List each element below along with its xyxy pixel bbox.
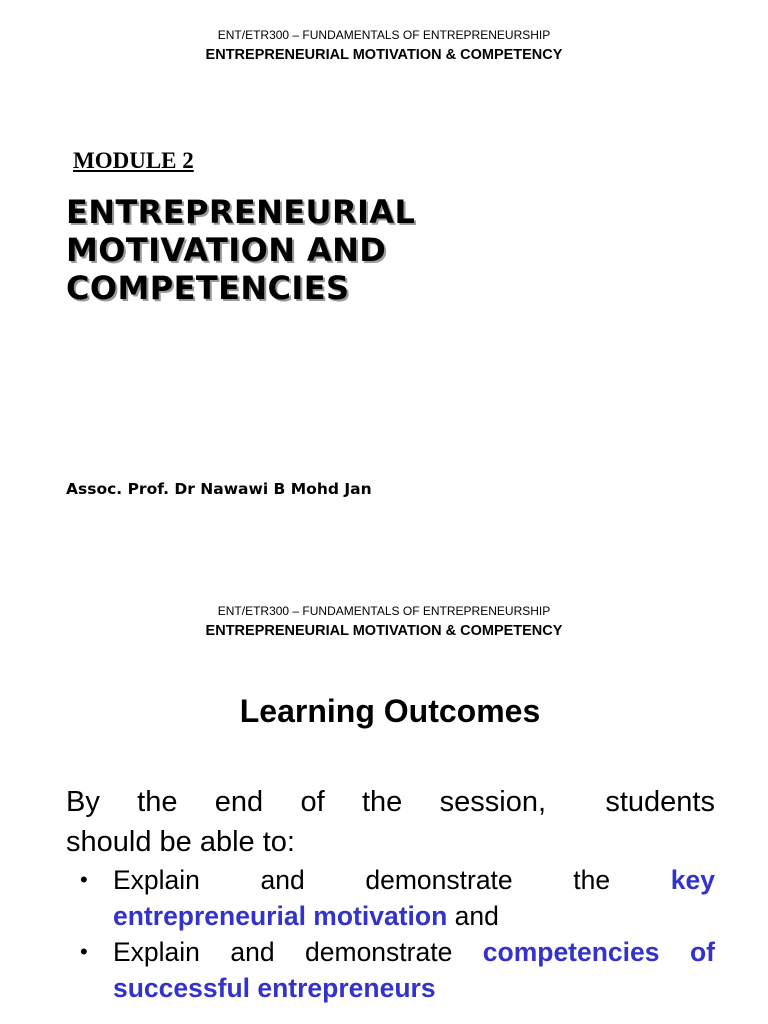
topic-header: ENTREPRENEURIAL MOTIVATION & COMPETENCY: [205, 623, 563, 639]
intro-word: end: [214, 786, 264, 818]
slide-title-line-2: MOTIVATION AND: [66, 231, 387, 269]
module-label: MODULE 2: [73, 148, 194, 173]
slide-title-line-1: ENTREPRENEURIAL: [66, 193, 416, 231]
outcome-item-1: [80, 862, 715, 934]
slide-title-line-3: COMPETENCIES: [66, 269, 350, 307]
highlight-word: key: [670, 865, 715, 895]
outcome-word: and: [230, 937, 275, 967]
course-code-header: ENT/ETR300 – FUNDAMENTALS OF ENTREPRENEURSHIP: [217, 28, 551, 42]
intro-word: session,: [439, 786, 547, 818]
topic-header: ENTREPRENEURIAL MOTIVATION & COMPETENCY: [205, 47, 563, 63]
intro-line-1: [66, 782, 715, 822]
outcome-2-line-1: [113, 934, 715, 970]
outcome-1-line-2: [113, 898, 715, 934]
outcome-2-line-2: [113, 970, 715, 1006]
learning-outcomes-slide: [0, 575, 768, 1024]
intro-word: of: [300, 786, 325, 818]
intro-line-2: should be able to:: [66, 826, 295, 858]
highlight-phrase: entrepreneurial motivation: [113, 901, 448, 931]
outcome-word: Explain: [113, 937, 200, 967]
highlight-word: competencies: [482, 937, 660, 967]
learning-outcomes-heading: Learning Outcomes: [239, 693, 541, 729]
slide-title: [66, 193, 415, 307]
author-name: Assoc. Prof. Dr Nawawi B Mohd Jan: [66, 480, 372, 498]
intro-word: students: [605, 786, 715, 818]
bullet-dot-icon: •: [80, 867, 88, 892]
outcome-1-line-1: [113, 862, 715, 898]
outcome-word: Explain: [113, 865, 200, 895]
highlight-word: of: [689, 937, 715, 967]
outcome-word: and: [260, 865, 305, 895]
intro-paragraph: [66, 782, 715, 862]
outcome-word: demonstrate: [305, 937, 453, 967]
course-code-header: ENT/ETR300 – FUNDAMENTALS OF ENTREPRENEURSHIP: [217, 604, 551, 618]
intro-word: the: [137, 786, 178, 818]
highlight-phrase: successful entrepreneurs: [113, 973, 436, 1003]
intro-word: the: [362, 786, 403, 818]
outcome-tail: and: [447, 901, 499, 931]
outcome-word: the: [573, 865, 611, 895]
bullet-dot-icon: •: [80, 939, 88, 964]
outcome-item-2: [80, 934, 715, 1006]
outcomes-list: [80, 862, 715, 1006]
intro-word: By: [66, 786, 100, 818]
outcome-word: demonstrate: [365, 865, 513, 895]
